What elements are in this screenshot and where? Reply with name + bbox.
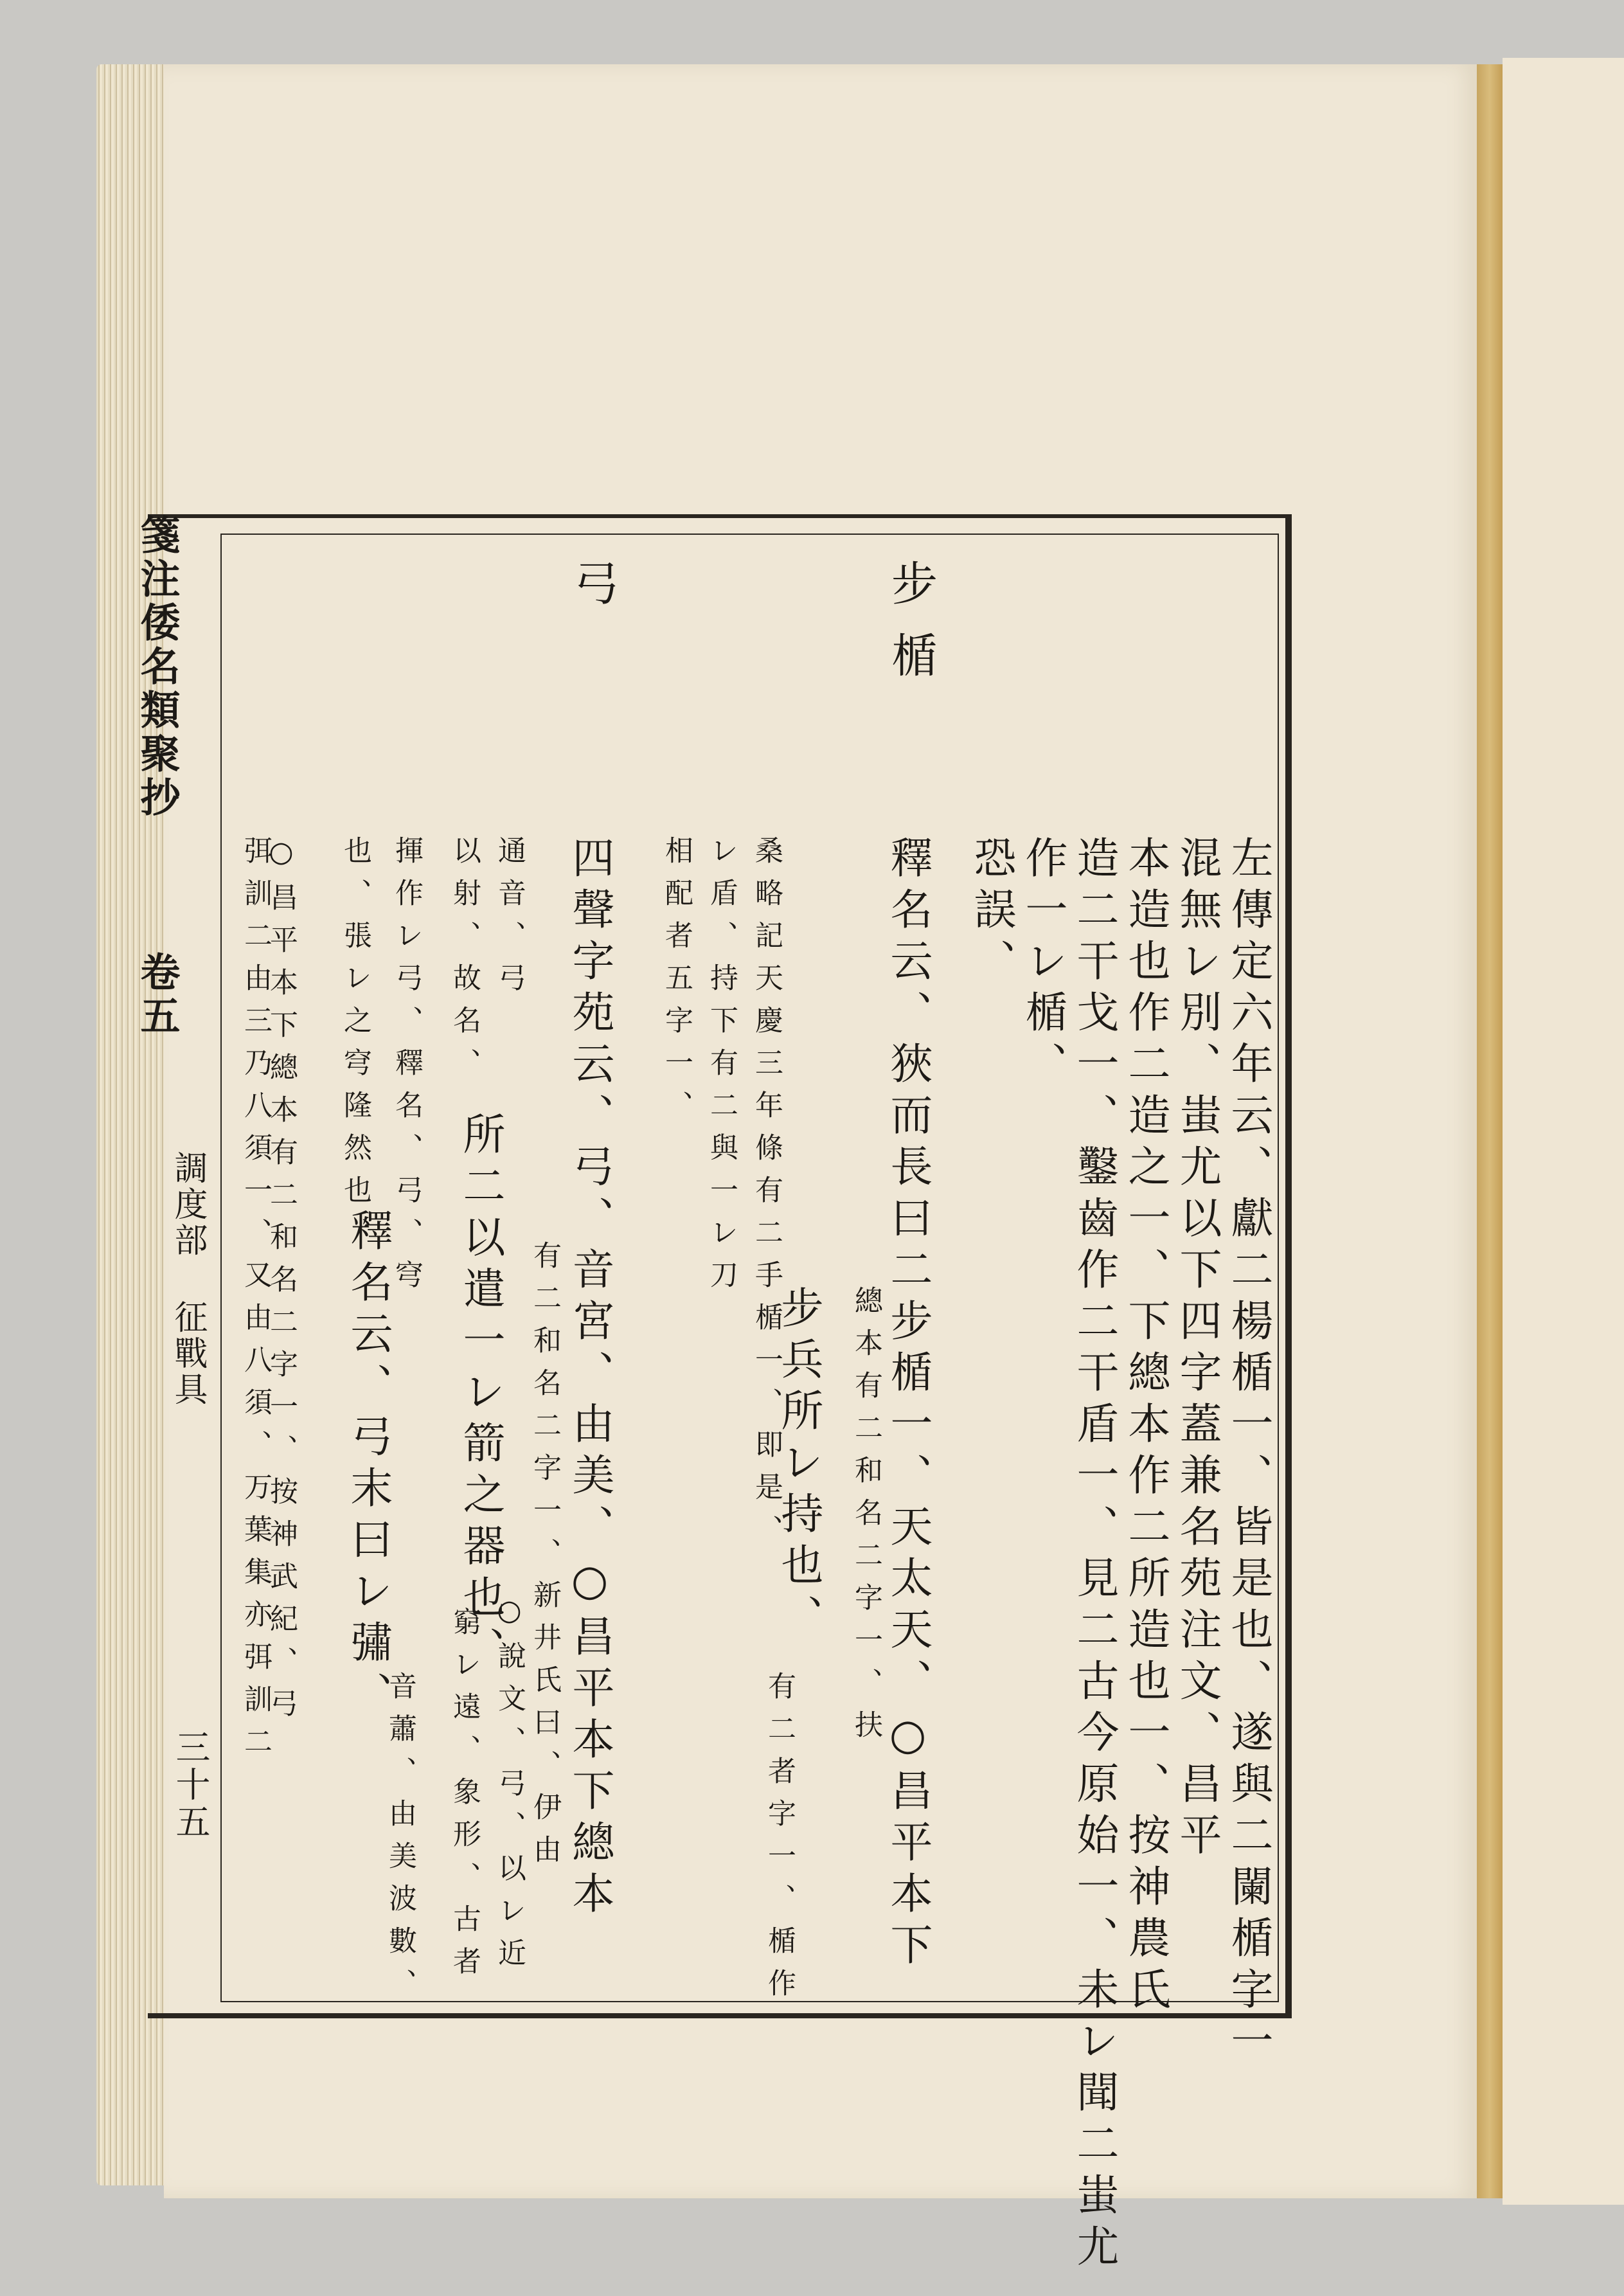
text-column: 所二以遣一レ箭之器也、 — [456, 1112, 505, 1678]
page-number: 三十五 — [170, 1729, 211, 1841]
note-column: レ盾、持下有二與一レ刀 — [705, 836, 738, 1302]
note-column: 音蕭、由美波數、 — [384, 1671, 416, 2011]
volume-label: 卷五 — [134, 951, 181, 1039]
margin-rule — [220, 534, 222, 2002]
note-column: 相配者五字一、 — [660, 836, 693, 1133]
gutter-fold — [1477, 64, 1503, 2198]
text-column: 造二干戈一、鑿齒作二干盾一、見二古今原始一、未レ聞二蚩尤 — [1069, 836, 1119, 2275]
note-column: ○說文、弓、以レ近 — [493, 1594, 526, 1980]
entry-heading-hotate: 步楯 — [884, 559, 938, 703]
note-column: 揮作レ弓、釋名、弓、穹 — [390, 836, 423, 1302]
text-column: 釋名云、弓末曰レ彇、 — [343, 1208, 393, 1723]
note-column: 有二者字一、楯作 — [763, 1671, 796, 2011]
text-column: 左傳定六年云、獻二楊楯一、皆是也、遂與二闌楯字一 — [1224, 836, 1273, 2070]
section-label: 調度部 征戰具 — [168, 1151, 207, 1408]
note-column: ○昌平本下總本有二和名二字一、按神武紀、弓 — [265, 836, 298, 1731]
note-column: 以射、故名、 — [448, 836, 481, 1090]
note-column: 桑略記天慶三年條有二手楯一、即是、 — [750, 836, 783, 1557]
note-column: 總本有二和名二字一、扶 — [850, 1286, 882, 1752]
text-column: 恐誤、 — [967, 836, 1016, 990]
note-column: 窮レ遠、象形、古者 — [448, 1607, 481, 1989]
note-column: 弭訓二由三乃八須一、又由八須、万葉集亦弭訓二 — [239, 836, 272, 1769]
text-column: 作一レ楯、 — [1018, 836, 1067, 1093]
text-column: 步兵所レ持也、 — [774, 1286, 823, 1646]
entry-heading-yumi: 弓 — [566, 559, 620, 631]
text-column: 本造也作二造之一、下總本作二所造也一、按神農氏 — [1121, 836, 1170, 2018]
text-column: 四聲字苑云、弓、音宮、由美、○昌平本下總本 — [565, 836, 614, 1923]
note-column: 有二和名二字一、新井氏曰、伊由 — [528, 1241, 561, 1877]
note-column: 也、張レ之穹隆然也、 — [339, 836, 371, 1260]
text-column: 釋名云、狹而長曰二步楯一、天太天、○昌平本下 — [883, 836, 932, 1974]
note-column: 通音、弓 — [493, 836, 526, 1005]
book-title: 箋注倭名類聚抄 — [134, 514, 181, 820]
facing-page — [1503, 58, 1624, 2205]
text-column: 混無レ別、蚩尤以下四字蓋兼名苑注文、昌平 — [1172, 836, 1222, 1864]
